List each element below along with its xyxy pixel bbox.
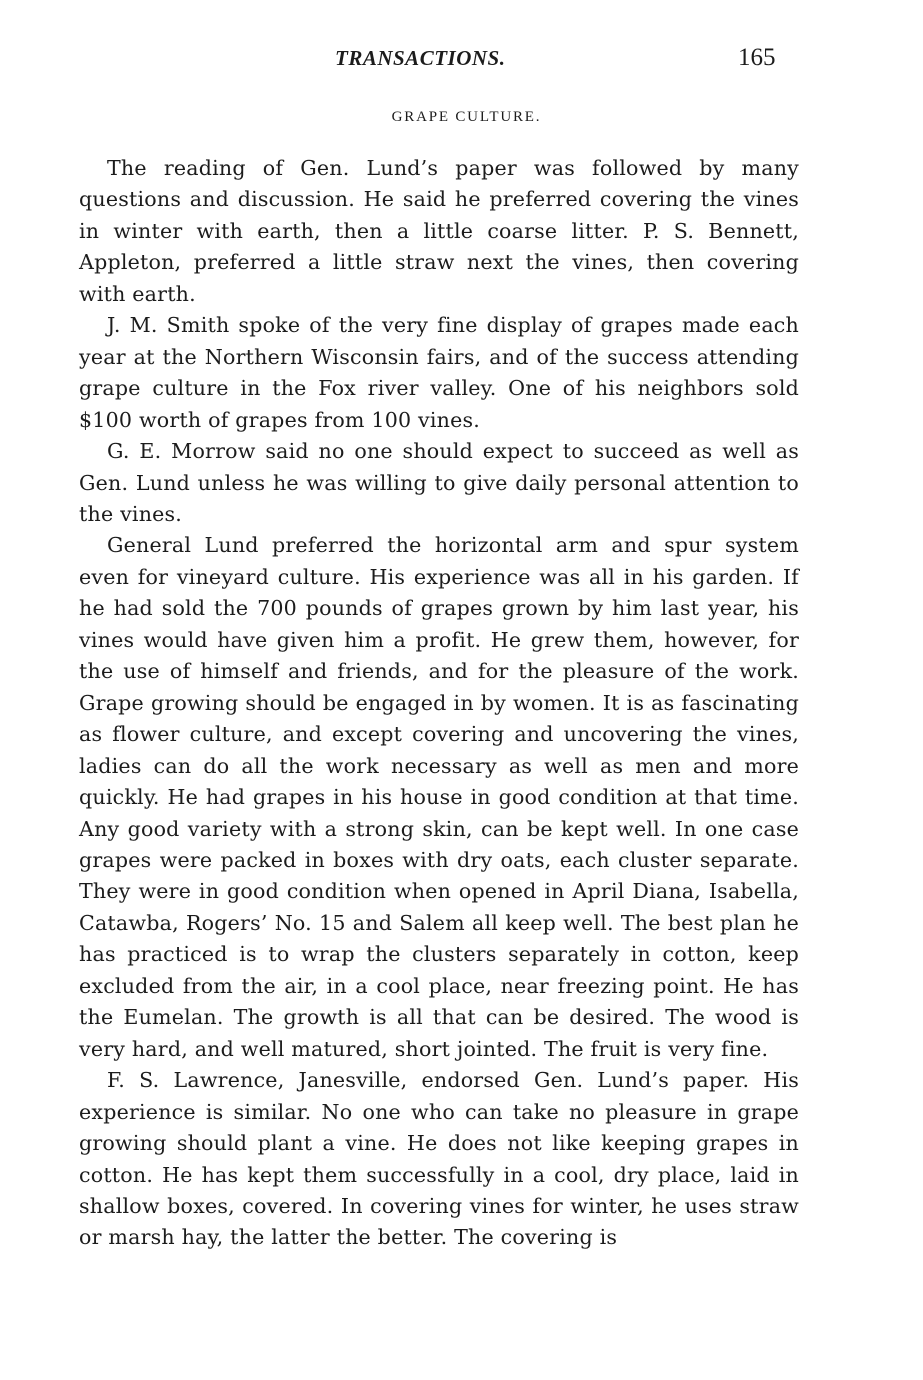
paragraph-lund: General Lund preferred the horizontal arm and spur system even for vineyard culture. His experience was all in his garden. If he had sold the 700 pounds of grapes grown by him last year, his vines would have given him a profit. He grew them, however, for the use of himself and friends, and for the pleasure of the work. Grape growing should be engaged in by women. It is as fascinating as flower culture, and except covering and uncovering the vines, ladies can do all the work necessary as well as men and more quickly. He had grapes in his house in good condition at that time. Any good variety with a strong skin, can be kept well. In one case grapes were packed in boxes with dry oats, each cluster separate. They were in good condition when opened in April Diana, Isabella, Catawba, Rogers’ No. 15 and Salem all keep well. The best plan he has practiced is to wrap the clusters separately in cotton, keep excluded from the air, in a cool place, near freezing point. He has the Eumelan. The growth is all that can be desired. The wood is very hard, and well matured, short jointed. The fruit is very fine. <box>79 533 799 1061</box>
running-title: TRANSACTIONS. <box>335 46 506 70</box>
section-heading: GRAPE CULTURE. <box>391 109 542 125</box>
running-head <box>0 46 923 76</box>
body-text <box>79 153 799 1254</box>
page-number: 165 <box>738 44 776 71</box>
paragraph-lawrence: F. S. Lawrence, Janesville, endorsed Gen. Lund’s paper. His experience is similar. No one who can take no pleasure in grape growing should plant a vine. He does not like keeping grapes in cotton. He has kept them successfully in a cool, dry place, laid in shallow boxes, covered. In covering vines for winter, he uses straw or marsh hay, the latter the better. The covering is <box>79 1068 799 1250</box>
paragraph-morrow: G. E. Morrow said no one should expect to succeed as well as Gen. Lund unless he was willing to give daily personal attention to the vines. <box>79 439 799 526</box>
paragraph-discussion: The reading of Gen. Lund’s paper was followed by many questions and discussion. He said he preferred covering the vines in winter with earth, then a little coarse litter. P. S. Bennett, Appleton, preferred a little straw next the vines, then covering with earth. <box>79 156 799 306</box>
paragraph-smith: J. M. Smith spoke of the very fine display of grapes made each year at the Northern Wisconsin fairs, and of the success attending grape culture in the Fox river valley. One of his neighbors sold $100 worth of grapes from 100 vines. <box>79 313 799 432</box>
